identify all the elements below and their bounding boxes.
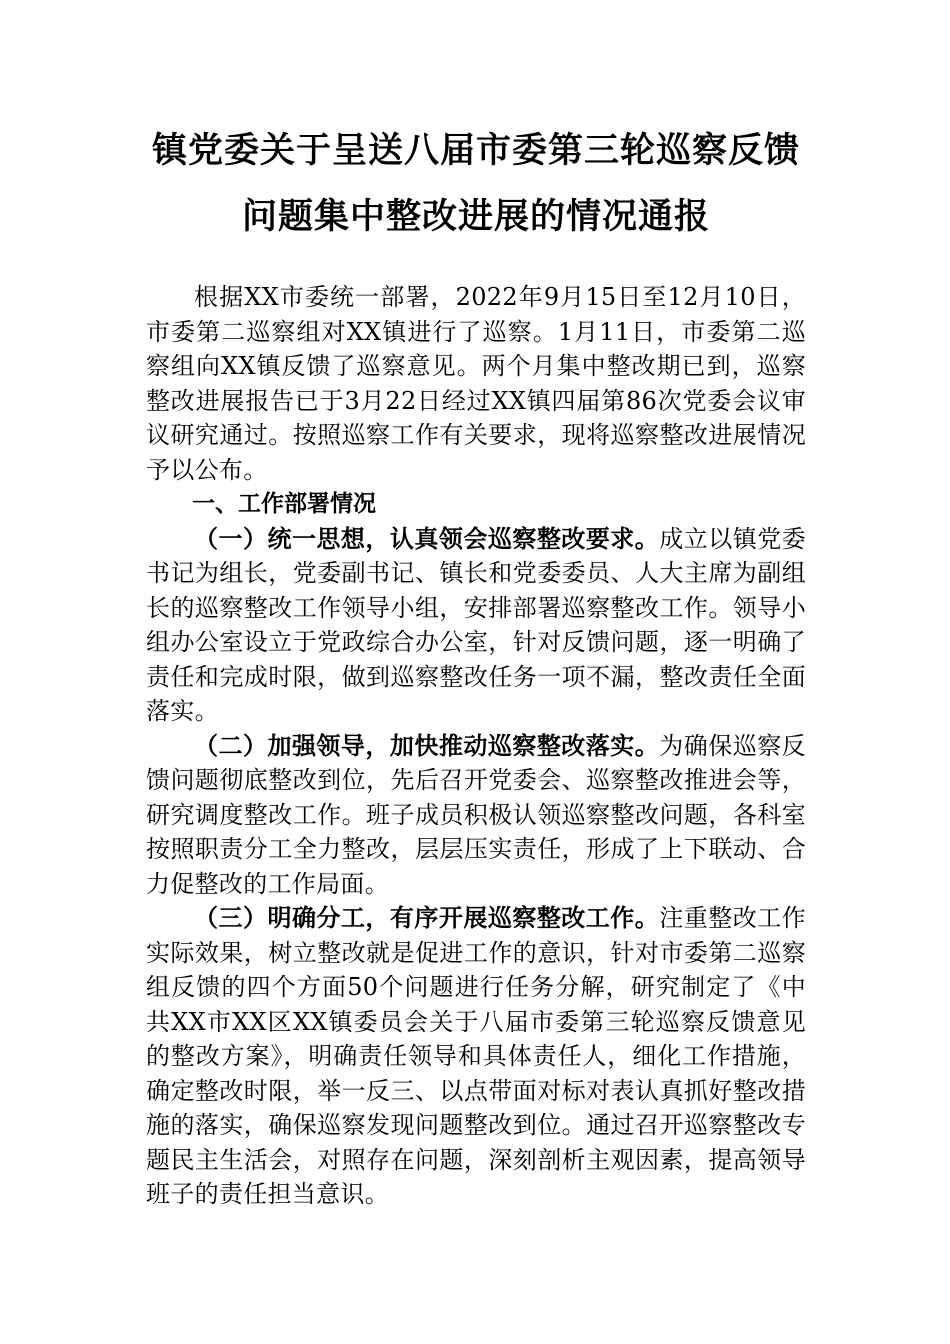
item-lead-2: （二）加强领导，加快推动巡察整改落实。 — [194, 730, 660, 760]
document-body — [146, 280, 806, 1212]
document-page — [146, 118, 806, 1212]
item-paragraph-2 — [146, 729, 806, 902]
document-title — [146, 118, 806, 250]
intro-paragraph: 根据XX市委统一部署，2022年9月15日至12月10日，市委第二巡察组对XX镇进行了巡察。1月11日，市委第二巡察组向XX镇反馈了巡察意见。两个月集中整改期已到，巡察整改进展报告已于3月22日经过XX镇四届第86次党委会议审议研究通过。按照巡察工作有关要求，现将巡察整改进展情况予以公布。 — [146, 283, 806, 484]
item-lead-3: （三）明确分工，有序开展巡察整改工作。 — [194, 903, 660, 932]
section-heading-1: 一、工作部署情况 — [192, 491, 376, 517]
item-text-1: 成立以镇党委书记为组长，党委副书记、镇长和党委委员、人大主席为副组长的巡察整改工作领导小组，安排部署巡察整改工作。领导小组办公室设立于党政综合办公室，针对反馈问题，逐一明确了责任和完成时限，做到巡察整改任务一项不漏，整改责任全面落实。 — [146, 524, 806, 725]
item-lead-1: （一）统一思想，认真领会巡察整改要求。 — [194, 523, 660, 553]
title-line-2: 问题集中整改进展的情况通报 — [241, 196, 710, 237]
item-text-3: 注重整改工作实际效果，树立整改就是促进工作的意识，针对市委第二巡察组反馈的四个方面50个问题进行任务分解，研究制定了《中共XX市XX区XX镇委员会关于八届市委第三轮巡察反馈意见的整改方案》，明确责任领导和具体责任人，细化工作措施，确定整改时限，举一反三、以点带面对标对表认真抓好整改措施的落实，确保巡察发现问题整改到位。通过召开巡察整改专题民主生活会，对照存在问题，深刻剖析主观因素，提高领导班子的责任担当意识。 — [146, 904, 806, 1208]
item-paragraph-1 — [146, 522, 806, 729]
item-text-2: 为确保巡察反馈问题彻底整改到位，先后召开党委会、巡察整改推进会等，研究调度整改工作。班子成员积极认领巡察整改问题，各科室按照职责分工全力整改，层层压实责任，形成了上下联动、合力促整改的工作局面。 — [146, 731, 806, 898]
item-paragraph-3 — [146, 901, 806, 1212]
title-line-1: 镇党委关于呈送八届市委第三轮巡察反馈 — [151, 130, 800, 171]
